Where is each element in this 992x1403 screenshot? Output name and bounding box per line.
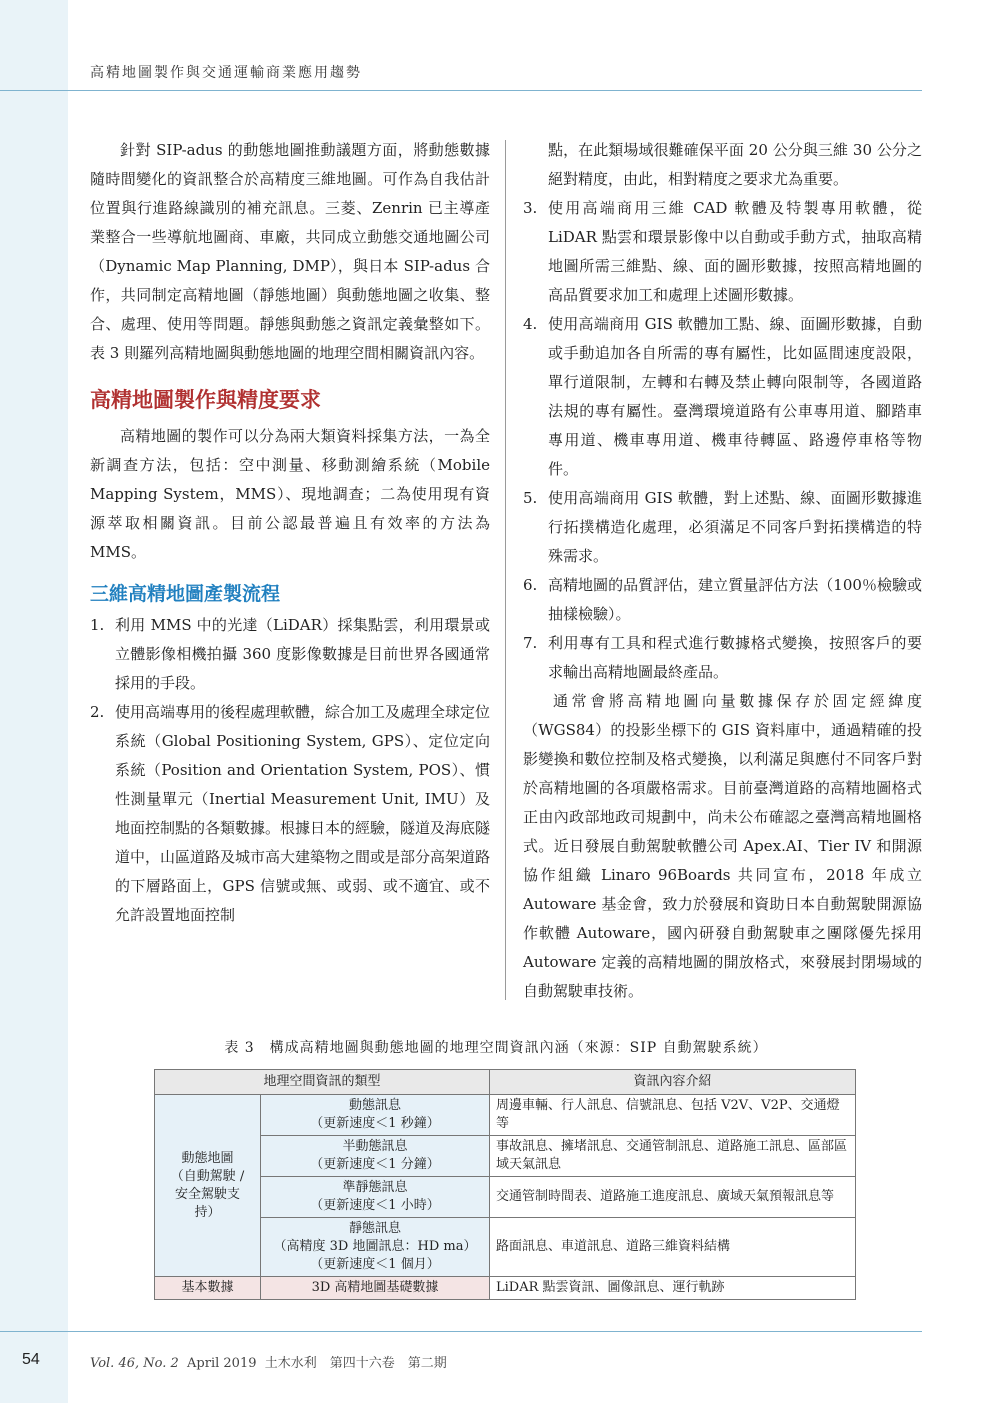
section-paragraph: 高精地圖的製作可以分為兩大類資料採集方法，一為全新調查方法，包括：空中測量、移動測繪系統（Mobile Mapping System，MMS）、現地調查；二為使用現有資源萃取相關資訊。目前公認最普遍且有效率的方法為 MMS。 <box>90 427 490 561</box>
list-item <box>90 611 490 698</box>
footer-volume: Vol. 46, No. 2 <box>90 1356 179 1371</box>
page-margin-band <box>0 0 68 1403</box>
table-row <box>155 1218 856 1277</box>
list-text: 使用高端商用 GIS 軟體加工點、線、面圖形數據，自動或手動追加各自所需的專有屬性，比如區間速度設限，單行道限制，左轉和右轉及禁止轉向限制等，各國道路法規的專有屬性。臺灣環境道路有公車專用道、腳踏車專用道、機車專用道、機車待轉區、路邊停車格等物件。 <box>548 315 922 478</box>
info-type-cell <box>261 1218 490 1277</box>
group-label-line: 動態地圖 <box>181 1150 234 1166</box>
group-label-line: 安全駕駛支 <box>174 1186 240 1202</box>
list-item <box>523 194 922 310</box>
section-title: 高精地圖製作與精度要求 <box>90 388 321 412</box>
footer-rule <box>0 1331 922 1332</box>
basic-label: 基本數據 <box>155 1277 261 1300</box>
list-text: 利用 MMS 中的光達（LiDAR）採集點雲，利用環景或立體影像相機拍攝 360 度影像數據是目前世界各國通常採用的手段。 <box>115 616 490 692</box>
group-label-line: （自動駕駛 / <box>170 1168 245 1184</box>
left-column <box>90 136 490 930</box>
update-rate: （更新速度＜1 個月） <box>310 1257 440 1272</box>
info-type: 半動態訊息 <box>342 1139 408 1154</box>
table-row <box>155 1095 856 1136</box>
info-content: 周邊車輛、行人訊息、信號訊息、包括 V2V、V2P、交通燈等 <box>490 1095 856 1136</box>
info-type-cell <box>261 1136 490 1177</box>
info-content: 事故訊息、擁堵訊息、交通管制訊息、道路施工訊息、區部區域天氣訊息 <box>490 1136 856 1177</box>
info-type-cell <box>261 1095 490 1136</box>
group-dynamic-map <box>155 1095 261 1277</box>
list-item <box>90 698 490 930</box>
basic-content: LiDAR 點雲資訊、圖像訊息、運行軌跡 <box>490 1277 856 1300</box>
list-text: 使用高端商用三維 CAD 軟體及特製專用軟體，從 LiDAR 點雲和環景影像中以自動或手動方式，抽取高精地圖所需三維點、線、面的圖形數據，按照高精地圖的高品質要求加工和處理上述圖形數據。 <box>548 199 922 304</box>
footer-info <box>90 1352 447 1371</box>
list-number: 2. <box>90 703 105 721</box>
info-detail: （高精度 3D 地圖訊息：HD ma） <box>273 1239 477 1254</box>
column-divider <box>505 140 506 1000</box>
footer-date: April 2019 <box>187 1356 257 1371</box>
geospatial-info-table <box>154 1069 856 1300</box>
list-item <box>523 571 922 629</box>
table-row <box>155 1177 856 1218</box>
continued-paragraph: 點，在此類場域很難確保平面 20 公分與三維 30 公分之絕對精度，由此，相對精度之要求尤為重要。 <box>548 141 922 188</box>
list-item <box>523 629 922 687</box>
list-number: 1. <box>90 616 105 634</box>
page-number: 54 <box>22 1351 40 1368</box>
production-steps-left <box>90 611 490 930</box>
list-text: 利用專有工具和程式進行數據格式變換，按照客戶的要求輸出高精地圖最終產品。 <box>548 634 922 681</box>
list-number: 4. <box>523 315 538 333</box>
list-number: 3. <box>523 199 538 217</box>
list-item <box>523 484 922 571</box>
list-text: 高精地圖的品質評估，建立質量評估方法（100％檢驗或抽樣檢驗）。 <box>548 576 922 623</box>
list-text: 使用高端專用的後程處理軟體，綜合加工及處理全球定位系統（Global Positioning System, GPS）、定位定向系統（Position and Orientation System, POS）、慣性測量單元（Inertial Measurement Unit, IMU）及地面控制點的各類數據。根據日本的經驗，隧道及海底隧道中，山區道路及城市高大建築物之間或是部分高架道路的下層路面上，GPS 信號或無、或弱、或不適宜、或不允許設置地面控制 <box>115 703 491 924</box>
basic-type: 3D 高精地圖基礎數據 <box>261 1277 490 1300</box>
header-content: 資訊內容介紹 <box>490 1070 856 1095</box>
group-label-line: 持） <box>194 1204 221 1220</box>
list-text: 使用高端商用 GIS 軟體，對上述點、線、面圖形數據進行拓撲構造化處理，必須滿足不同客戶對拓撲構造的特殊需求。 <box>548 489 922 565</box>
update-rate: （更新速度＜1 小時） <box>310 1198 440 1213</box>
production-steps-right <box>523 194 922 687</box>
info-content: 交通管制時間表、道路施工進度訊息、廣域天氣預報訊息等 <box>490 1177 856 1218</box>
running-header: 高精地圖製作與交通運輸商業應用趨勢 <box>90 65 362 81</box>
table-row <box>155 1136 856 1177</box>
info-type-cell <box>261 1177 490 1218</box>
table-row-basic <box>155 1277 856 1300</box>
update-rate: （更新速度＜1 分鐘） <box>310 1157 440 1172</box>
closing-paragraph: 通常會將高精地圖向量數據保存於固定經緯度（WGS84）的投影坐標下的 GIS 資料庫中，通過精確的投影變換和數位控制及格式變換，以利滿足與應付不同客戶對於高精地圖的各項嚴格需求。目前臺灣道路的高精地圖格式正由內政部地政司規劃中，尚未公布確認之臺灣高精地圖格式。近日發展自動駕駛軟體公司 Apex.AI、Tier IV 和開源協作組織 Linaro 96Boards 共同宣布，2018 年成立 Autoware 基金會，致力於發展和資助日本自動駕駛開源協作軟體 Autoware，國內研發自動駕駛車之團隊優先採用 Autoware 定義的高精地圖的開放格式，來發展封閉場域的自動駕駛車技術。 <box>523 692 922 1000</box>
list-number: 6. <box>523 576 538 594</box>
info-content: 路面訊息、車道訊息、道路三維資料結構 <box>490 1218 856 1277</box>
list-number: 7. <box>523 634 538 652</box>
intro-paragraph: 針對 SIP-adus 的動態地圖推動議題方面，將動態數據隨時間變化的資訊整合於高精度三維地圖。可作為自我估計位置與行進路線識別的補充訊息。三菱、Zenrin 已主導產業整合一些導航地圖商、車廠，共同成立動態交通地圖公司（Dynamic Map Planning, DMP），與日本 SIP-adus 合作，共同制定高精地圖（靜態地圖）與動態地圖之收集、整合、處理、使用等問題。靜態與動態之資訊定義彙整如下。表 3 則羅列高精地圖與動態地圖的地理空間相關資訊內容。 <box>90 141 490 362</box>
info-type: 靜態訊息 <box>348 1221 401 1236</box>
list-number: 5. <box>523 489 538 507</box>
info-type: 準靜態訊息 <box>342 1180 408 1195</box>
right-column <box>523 136 922 1006</box>
footer-journal: 土木水利 第四十六卷 第二期 <box>264 1356 447 1371</box>
info-type: 動態訊息 <box>348 1098 401 1113</box>
header-rule <box>0 90 922 91</box>
update-rate: （更新速度＜1 秒鐘） <box>310 1116 440 1131</box>
table-header-row <box>155 1070 856 1095</box>
header-type: 地理空間資訊的類型 <box>155 1070 490 1095</box>
table-caption: 表 3 構成高精地圖與動態地圖的地理空間資訊內涵（來源：SIP 自動駕駛系統） <box>224 1040 768 1056</box>
subsection-title: 三維高精地圖產製流程 <box>90 583 281 605</box>
list-item <box>523 310 922 484</box>
